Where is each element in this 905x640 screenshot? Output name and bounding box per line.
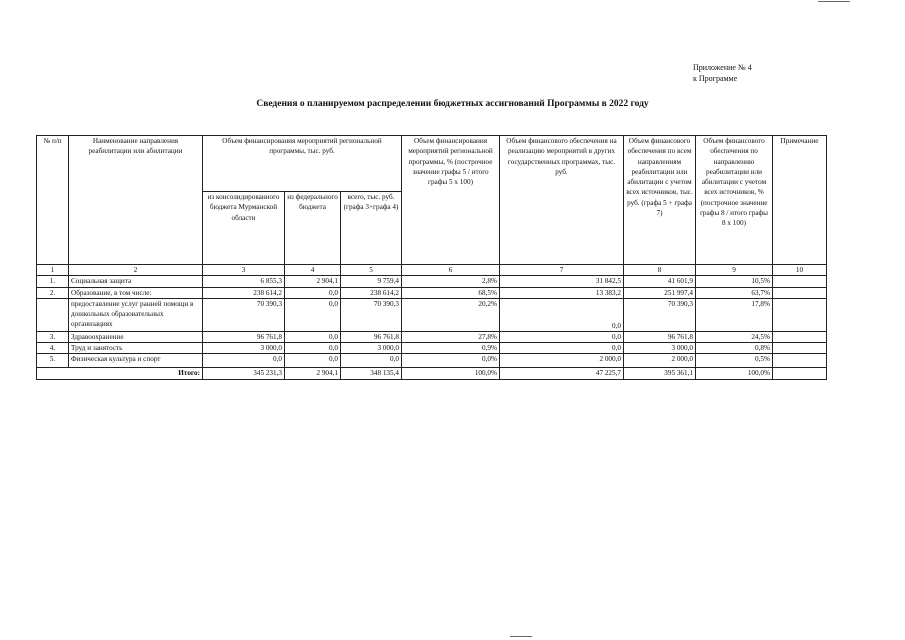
col-number: 3	[203, 265, 285, 276]
header-total: всего, тыс. руб. (графа 3+графа 4)	[341, 192, 402, 265]
header-name: Наименование направления реабилитации или абилитации	[69, 136, 203, 265]
row-name: Труд и занятость	[69, 343, 203, 354]
header-regional-group: Объем финансирования мероприятий региональной программы, тыс. руб.	[203, 136, 402, 192]
header-num: № п/п	[37, 136, 69, 265]
col-number: 6	[402, 265, 500, 276]
total-all-sources-pct: 100,0%	[696, 368, 773, 379]
col-number: 4	[285, 265, 341, 276]
header-all-sources: Объем финансового обеспечения по всем направлениям реабилитации или абилитации с учетом всех источников, тыс. руб. (графа 5 + графа 7)	[624, 136, 696, 265]
cell-total: 70 390,3	[341, 298, 402, 331]
cell-total: 3 000,0	[341, 343, 402, 354]
table-row	[37, 343, 827, 354]
total-share-regional: 100,0%	[402, 368, 500, 379]
table-row	[37, 331, 827, 342]
total-other-programs: 47 225,7	[500, 368, 624, 379]
total-federal: 2 904,1	[285, 368, 341, 379]
cell-consolidated: 6 855,3	[203, 276, 285, 287]
scan-artifact-top	[818, 1, 850, 2]
cell-all-sources-pct: 17,8%	[696, 298, 773, 331]
row-num: 5.	[37, 354, 69, 368]
cell-consolidated: 238 614,2	[203, 287, 285, 298]
cell-all-sources: 41 601,9	[624, 276, 696, 287]
table-row	[37, 298, 827, 331]
cell-share-regional: 0,9%	[402, 343, 500, 354]
row-num: 4.	[37, 343, 69, 354]
scan-artifact-bottom	[510, 636, 532, 637]
row-name: Образование, в том числе:	[69, 287, 203, 298]
cell-consolidated: 0,0	[203, 354, 285, 368]
cell-consolidated: 96 761,8	[203, 331, 285, 342]
header-federal: из федерального бюджета	[285, 192, 341, 265]
cell-note	[773, 331, 827, 342]
cell-all-sources-pct: 10,5%	[696, 276, 773, 287]
header-consolidated: из консолидированного бюджета Мурманской области	[203, 192, 285, 265]
cell-consolidated: 3 000,0	[203, 343, 285, 354]
cell-consolidated: 70 390,3	[203, 298, 285, 331]
header-row-1	[37, 136, 827, 192]
cell-note	[773, 354, 827, 368]
row-name: Социальная защита	[69, 276, 203, 287]
table-row	[37, 287, 827, 298]
cell-all-sources: 96 761,8	[624, 331, 696, 342]
cell-share-regional: 0,0%	[402, 354, 500, 368]
col-number: 1	[37, 265, 69, 276]
cell-other-programs: 2 000,0	[500, 354, 624, 368]
cell-all-sources-pct: 0,8%	[696, 343, 773, 354]
total-label: Итого:	[37, 368, 203, 379]
appendix-line-1: Приложение № 4	[693, 63, 752, 72]
cell-note	[773, 287, 827, 298]
cell-other-programs: 0,0	[500, 298, 624, 331]
row-num: 3.	[37, 331, 69, 342]
page-title: Сведения о планируемом распределении бюджетных ассигнований Программы в 2022 году	[256, 99, 649, 109]
budget-table	[36, 135, 827, 380]
table-row	[37, 276, 827, 287]
col-number: 5	[341, 265, 402, 276]
col-number: 9	[696, 265, 773, 276]
col-number: 8	[624, 265, 696, 276]
cell-federal: 0,0	[285, 354, 341, 368]
cell-total: 238 614,2	[341, 287, 402, 298]
table-row	[37, 354, 827, 368]
cell-share-regional: 20,2%	[402, 298, 500, 331]
cell-all-sources: 2 000,0	[624, 354, 696, 368]
cell-all-sources-pct: 24,5%	[696, 331, 773, 342]
cell-total: 0,0	[341, 354, 402, 368]
cell-all-sources-pct: 0,5%	[696, 354, 773, 368]
row-name: предоставление услуг ранней помощи в дошкольных образовательных организациях	[69, 298, 203, 331]
cell-all-sources: 251 997,4	[624, 287, 696, 298]
cell-all-sources: 3 000,0	[624, 343, 696, 354]
col-number: 2	[69, 265, 203, 276]
total-note	[773, 368, 827, 379]
cell-other-programs: 0,0	[500, 331, 624, 342]
cell-note	[773, 298, 827, 331]
col-number: 7	[500, 265, 624, 276]
cell-federal: 0,0	[285, 343, 341, 354]
cell-federal: 0,0	[285, 331, 341, 342]
row-name: Здравоохранение	[69, 331, 203, 342]
header-all-sources-pct: Объем финансового обеспечения по направлению реабилитации или абилитации с учетом всех источников, % (построчное значение графы 8 / итого графы 8 х 100)	[696, 136, 773, 265]
col-number: 10	[773, 265, 827, 276]
total-row	[37, 368, 827, 379]
row-name: Физическая культура и спорт	[69, 354, 203, 368]
total-consolidated: 345 231,3	[203, 368, 285, 379]
total-all-sources: 395 361,1	[624, 368, 696, 379]
cell-other-programs: 0,0	[500, 343, 624, 354]
row-num: 1.	[37, 276, 69, 287]
cell-share-regional: 68,5%	[402, 287, 500, 298]
cell-note	[773, 343, 827, 354]
cell-share-regional: 2,8%	[402, 276, 500, 287]
column-number-row	[37, 265, 827, 276]
cell-federal: 0,0	[285, 287, 341, 298]
appendix-note	[693, 62, 752, 84]
row-num	[37, 298, 69, 331]
cell-share-regional: 27,8%	[402, 331, 500, 342]
cell-federal: 2 904,1	[285, 276, 341, 287]
row-num: 2.	[37, 287, 69, 298]
cell-total: 96 761,8	[341, 331, 402, 342]
cell-other-programs: 13 383,2	[500, 287, 624, 298]
total-total: 348 135,4	[341, 368, 402, 379]
cell-other-programs: 31 842,5	[500, 276, 624, 287]
cell-all-sources: 70 390,3	[624, 298, 696, 331]
header-share-regional: Объем финансирования мероприятий региональной программы, % (построчное значение графы 5 / итого графы 5 х 100)	[402, 136, 500, 265]
cell-total: 9 759,4	[341, 276, 402, 287]
appendix-line-2: к Программе	[693, 74, 738, 83]
cell-all-sources-pct: 63,7%	[696, 287, 773, 298]
cell-federal: 0,0	[285, 298, 341, 331]
cell-note	[773, 276, 827, 287]
header-other-programs: Объем финансового обеспечения на реализацию мероприятий в других государственных программах, тыс. руб.	[500, 136, 624, 265]
header-note: Примечание	[773, 136, 827, 265]
